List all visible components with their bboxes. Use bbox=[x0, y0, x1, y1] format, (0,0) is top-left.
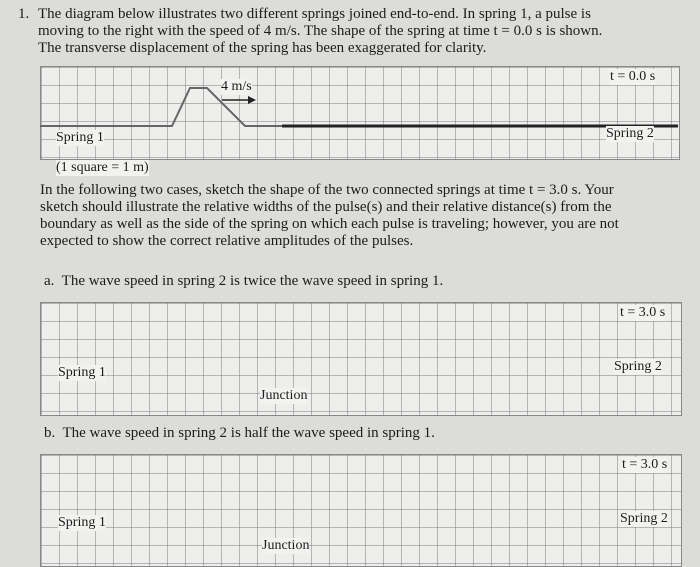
part-a-time-label: t = 3.0 s bbox=[620, 305, 666, 320]
part-b-text: The wave speed in spring 2 is half the wave speed in spring 1. bbox=[62, 425, 435, 441]
part-b-prompt bbox=[44, 425, 435, 442]
part-b-junction-label: Junction bbox=[262, 538, 310, 553]
scale-label: (1 square = 1 m) bbox=[56, 160, 149, 175]
part-a-junction-label: Junction bbox=[260, 388, 308, 403]
spring2-label: Spring 2 bbox=[606, 126, 654, 141]
question-number: 1. bbox=[18, 6, 30, 22]
instructions-line: expected to show the correct relative amplitudes of the pulses. bbox=[40, 233, 414, 249]
time-label: t = 0.0 s bbox=[610, 69, 656, 84]
part-a-spring2-label: Spring 2 bbox=[614, 359, 662, 374]
instructions-line: sketch should illustrate the relative widths of the pulse(s) and their relative distance(s) from the bbox=[40, 199, 612, 215]
instructions-line: boundary as well as the side of the spring on which each pulse is traveling; however, you are not bbox=[40, 216, 619, 232]
part-b-letter: b. bbox=[44, 425, 56, 441]
intro-line: The transverse displacement of the spring has been exaggerated for clarity. bbox=[38, 40, 487, 56]
part-b-spring2-label: Spring 2 bbox=[620, 511, 668, 526]
part-a-letter: a. bbox=[44, 273, 55, 289]
intro-line: moving to the right with the speed of 4 m/s. The shape of the spring at time t = 0.0 s is shown. bbox=[38, 23, 603, 39]
part-b-answer-grid[interactable] bbox=[40, 454, 682, 567]
part-a-spring1-label: Spring 1 bbox=[58, 365, 106, 380]
instructions-paragraph bbox=[40, 182, 680, 250]
spring1-label: Spring 1 bbox=[56, 130, 104, 145]
speed-label: 4 m/s bbox=[221, 79, 252, 94]
velocity-arrow-head bbox=[248, 96, 256, 104]
part-b-time-label: t = 3.0 s bbox=[622, 457, 668, 472]
part-a-prompt bbox=[44, 273, 443, 290]
instructions-line: In the following two cases, sketch the shape of the two connected springs at time t = 3.0 s. Your bbox=[40, 182, 614, 198]
part-a-text: The wave speed in spring 2 is twice the wave speed in spring 1. bbox=[61, 273, 444, 289]
part-b-spring1-label: Spring 1 bbox=[58, 515, 106, 530]
intro-line: The diagram below illustrates two different springs joined end-to-end. In spring 1, a pulse is bbox=[38, 6, 591, 22]
part-a-answer-grid[interactable] bbox=[40, 302, 682, 416]
